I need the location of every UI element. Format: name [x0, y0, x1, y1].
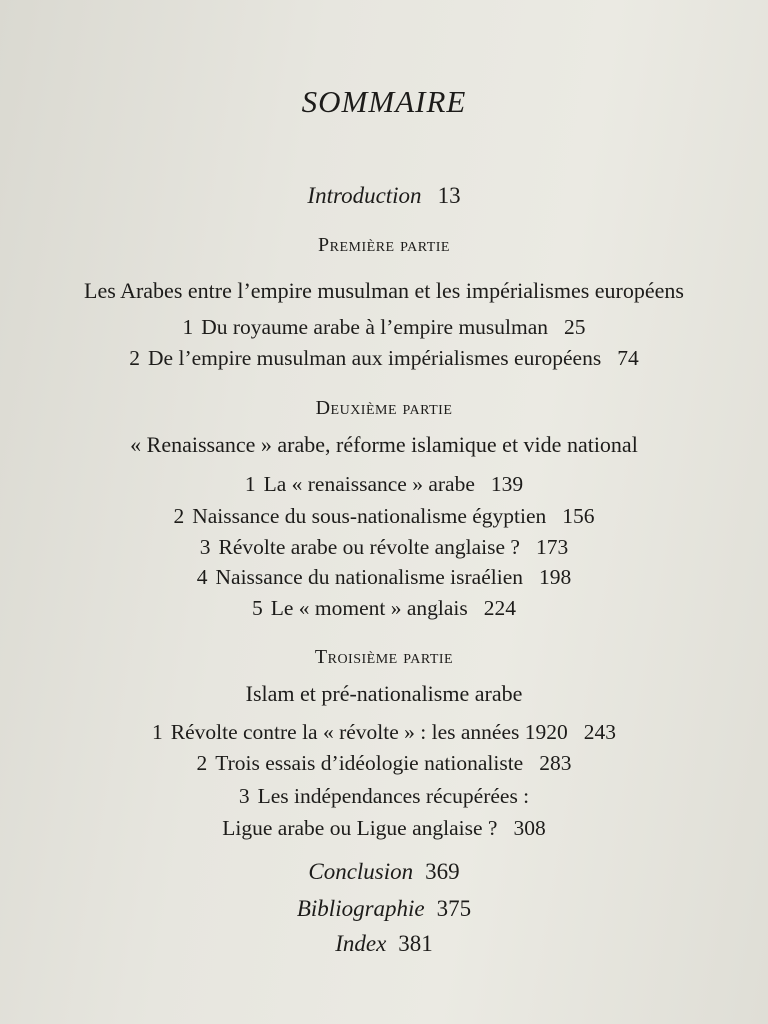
chapter-page: 198 [538, 565, 572, 589]
chapter-page: 173 [535, 535, 569, 559]
chapter-number: 2 [196, 751, 208, 775]
chapter-title: Les indépendances récupérées : [257, 784, 530, 808]
conclusion-entry [0, 860, 768, 883]
part-2-chapter-4 [0, 567, 768, 589]
part-2-chapter-5 [0, 598, 768, 620]
introduction-page: 13 [437, 183, 461, 208]
part-3-chapter-3-line-2 [0, 818, 768, 840]
chapter-number: 2 [173, 504, 185, 528]
chapter-title: De l’empire musulman aux impérialismes européens [148, 346, 602, 370]
chapter-number: 1 [182, 315, 194, 339]
chapter-title: Naissance du nationalisme israélien [215, 565, 523, 589]
bibliography-entry [0, 897, 768, 920]
end-item-label: Conclusion [308, 859, 414, 884]
chapter-number: 5 [251, 596, 263, 620]
chapter-title: Révolte contre la « révolte » : les années 1920 [170, 720, 568, 744]
end-item-page: 375 [436, 896, 472, 921]
chapter-number: 3 [238, 784, 250, 808]
part-3-chapter-3 [0, 786, 768, 808]
page-title: SOMMAIRE [301, 84, 467, 119]
chapter-number: 3 [199, 535, 211, 559]
end-item-page: 369 [425, 859, 460, 884]
introduction-label: Introduction [307, 183, 422, 208]
chapter-title: Du royaume arabe à l’empire musulman [201, 315, 549, 339]
chapter-page: 156 [562, 504, 595, 528]
chapter-page: 243 [583, 720, 617, 744]
chapter-title: Naissance du sous-nationalisme égyptien [192, 504, 547, 528]
end-item-label: Bibliographie [296, 896, 425, 921]
chapter-page: 308 [513, 816, 546, 840]
chapter-number: 1 [244, 472, 256, 496]
chapter-title-continued: Ligue arabe ou Ligue anglaise ? [222, 816, 498, 840]
part-1-heading: Première partie [318, 234, 450, 256]
chapter-number: 2 [129, 346, 141, 370]
part-2-chapter-1 [0, 474, 768, 496]
chapter-number: 4 [196, 565, 208, 589]
index-entry [0, 932, 768, 955]
chapter-page: 224 [483, 596, 517, 620]
part-2-chapter-2 [0, 506, 768, 528]
part-3-subtitle: Islam et pré-nationalisme arabe [245, 681, 523, 706]
part-1-subtitle: Les Arabes entre l’empire musulman et les impérialismes européens [84, 278, 684, 303]
chapter-page: 74 [617, 346, 639, 370]
chapter-title: La « renaissance » arabe [263, 472, 475, 496]
part-2-chapter-3 [0, 537, 768, 559]
chapter-page: 283 [539, 751, 572, 775]
introduction-entry [0, 184, 768, 207]
part-1-chapter-1 [0, 317, 768, 339]
chapter-title: Le « moment » anglais [270, 596, 468, 620]
end-item-label: Index [335, 931, 387, 956]
chapter-page: 139 [490, 472, 524, 496]
end-item-page: 381 [398, 931, 433, 956]
part-3-heading: Troisième partie [314, 646, 454, 668]
chapter-number: 1 [151, 720, 163, 744]
part-3-chapter-2 [0, 753, 768, 775]
chapter-title: Trois essais d’idéologie nationaliste [215, 751, 524, 775]
part-2-subtitle: « Renaissance » arabe, réforme islamique et vide national [130, 432, 638, 457]
chapter-title: Révolte arabe ou révolte anglaise ? [218, 535, 520, 559]
part-2-heading: Deuxième partie [315, 397, 453, 419]
part-3-chapter-1 [0, 722, 768, 744]
part-1-chapter-2 [0, 348, 768, 370]
chapter-page: 25 [564, 315, 586, 339]
